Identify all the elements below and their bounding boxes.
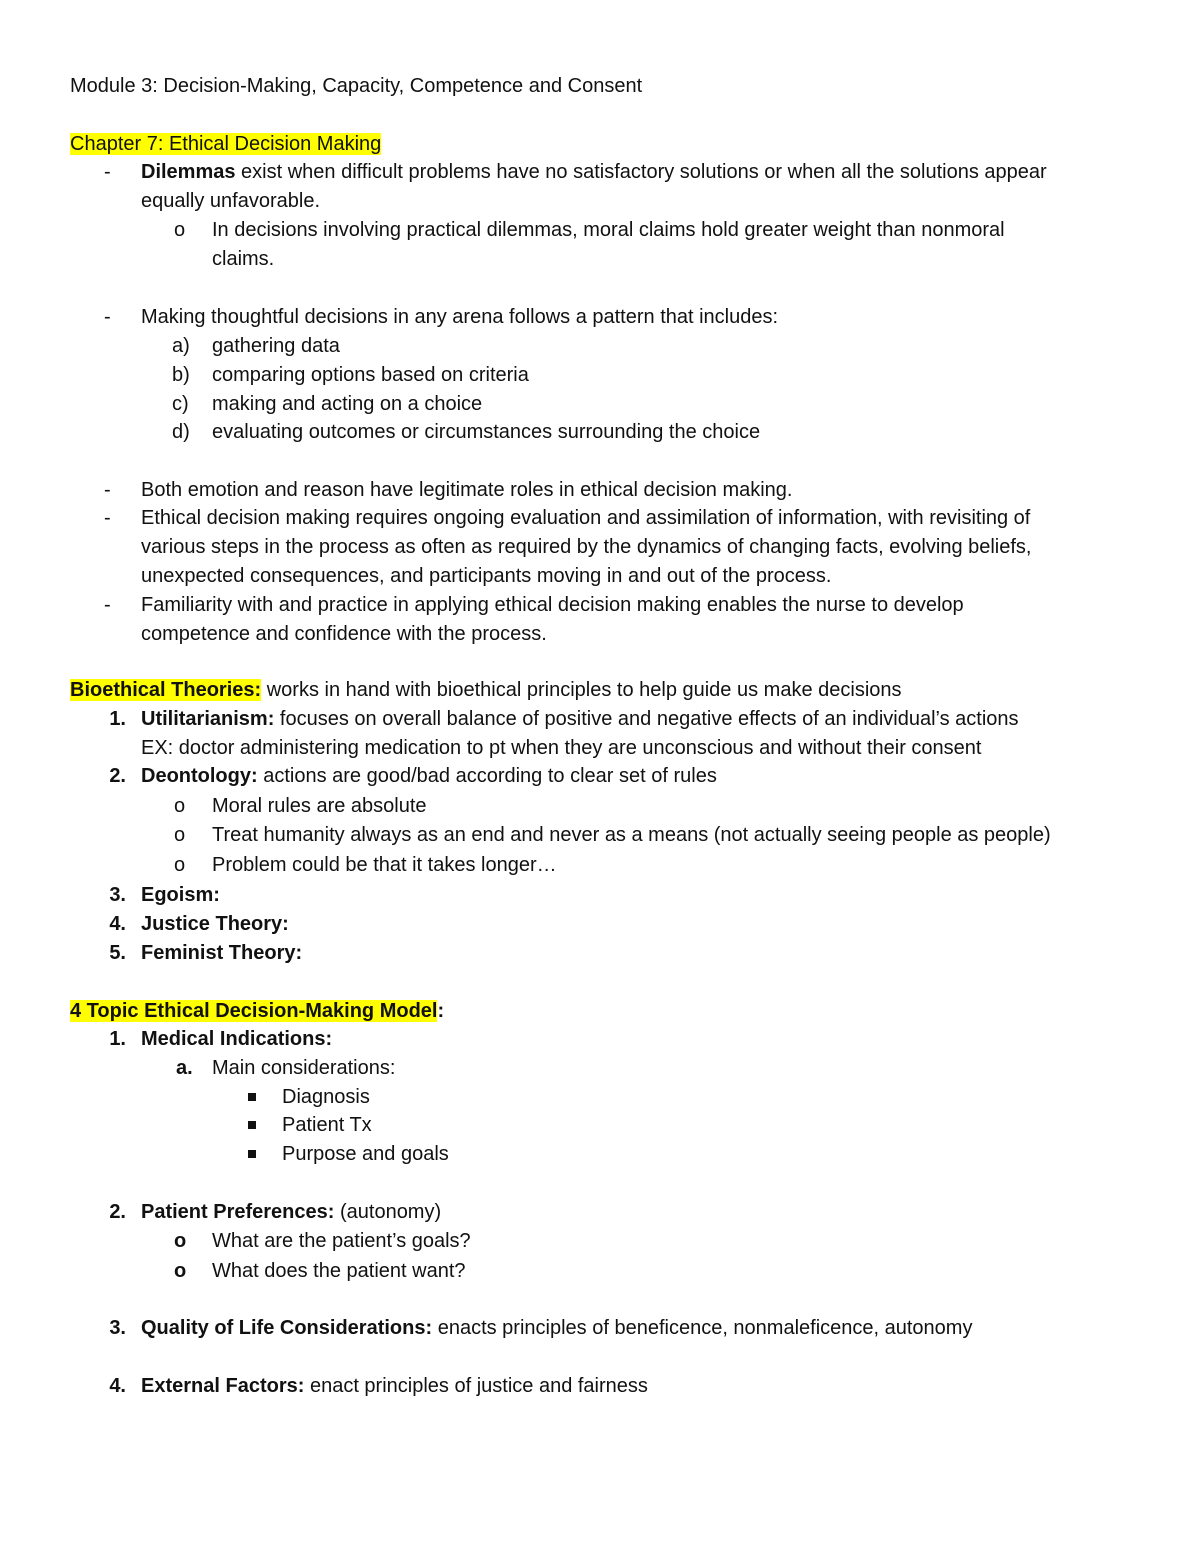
list-number: 3. <box>109 884 126 906</box>
subitem-text: What does the patient want? <box>212 1260 466 1282</box>
theory-feminist <box>0 939 1200 967</box>
circle-bullet: o <box>174 1230 187 1252</box>
chapter-heading <box>70 130 381 158</box>
square-bullet-icon <box>248 1121 256 1129</box>
theory-egoism <box>0 881 1200 909</box>
list-number: 4. <box>109 1375 126 1397</box>
subitem-text: Moral rules are absolute <box>212 795 427 817</box>
bioethical-heading-text: Bioethical Theories: <box>70 679 262 701</box>
bioethical-heading-rest: works in hand with bioethical principles to help guide us make decisions <box>261 679 902 701</box>
dash-bullet: - <box>104 594 111 616</box>
topic-text: enact principles of justice and fairness <box>304 1375 648 1397</box>
dilemmas-item <box>0 158 1200 186</box>
familiarity-text-cont: competence and confidence with the process. <box>141 623 547 645</box>
model-heading-text: 4 Topic Ethical Decision-Making Model <box>70 1000 438 1022</box>
topic-patient-preferences <box>0 1198 1200 1226</box>
step-text: comparing options based on criteria <box>212 364 529 386</box>
circle-bullet: o <box>174 1260 187 1282</box>
list-number: 2. <box>109 765 126 787</box>
step-marker: d) <box>172 421 190 443</box>
square-bullet-icon <box>248 1093 256 1101</box>
theory-text: actions are good/bad according to clear set of rules <box>257 765 717 787</box>
step-marker: c) <box>172 393 189 415</box>
consideration-text: Diagnosis <box>282 1086 370 1108</box>
deontology-subitem <box>0 792 1200 820</box>
pattern-step <box>0 361 1200 389</box>
topic-quality-of-life <box>0 1314 1200 1342</box>
topic-term: Patient Preferences: <box>141 1201 335 1223</box>
pattern-intro: Making thoughtful decisions in any arena follows a pattern that includes: <box>141 306 779 328</box>
model-heading <box>70 997 444 1025</box>
topic-medical-indications <box>0 1025 1200 1053</box>
emotion-text: Both emotion and reason have legitimate roles in ethical decision making. <box>141 479 793 501</box>
emotion-item <box>0 476 1200 504</box>
consideration-text: Purpose and goals <box>282 1143 449 1165</box>
theory-term: Deontology: <box>141 765 258 787</box>
step-text: gathering data <box>212 335 340 357</box>
theory-term: Egoism: <box>141 884 220 906</box>
page-title: Module 3: Decision-Making, Capacity, Competence and Consent <box>70 75 643 97</box>
circle-bullet: o <box>174 854 186 876</box>
subitem-text: Problem could be that it takes longer… <box>212 854 557 876</box>
theory-term: Feminist Theory: <box>141 942 303 964</box>
theory-deontology <box>0 762 1200 790</box>
deontology-subitem <box>0 821 1200 849</box>
dash-bullet: - <box>104 479 111 501</box>
topic-term: External Factors: <box>141 1375 305 1397</box>
pattern-step <box>0 418 1200 446</box>
dilemmas-term: Dilemmas <box>141 161 236 183</box>
preference-subitem <box>0 1257 1200 1285</box>
utilitarianism-example: EX: doctor administering medication to pt when they are unconscious and without their consent <box>141 737 982 759</box>
step-text: evaluating outcomes or circumstances surrounding the choice <box>212 421 761 443</box>
square-bullet-icon <box>248 1150 256 1158</box>
topic-text: (autonomy) <box>334 1201 442 1223</box>
topic-term: Quality of Life Considerations: <box>141 1317 433 1339</box>
list-number: 2. <box>109 1201 126 1223</box>
step-marker: b) <box>172 364 190 386</box>
list-number: 1. <box>109 708 126 730</box>
theory-justice <box>0 910 1200 938</box>
model-heading-colon: : <box>437 1000 445 1022</box>
ongoing-text-cont: various steps in the process as often as required by the dynamics of changing facts, evolving beliefs, <box>141 536 1032 558</box>
theory-term: Justice Theory: <box>141 913 289 935</box>
theory-term: Utilitarianism: <box>141 708 275 730</box>
ongoing-item <box>0 504 1200 532</box>
pattern-step <box>0 332 1200 360</box>
deontology-subitem <box>0 851 1200 879</box>
ongoing-text: Ethical decision making requires ongoing evaluation and assimilation of information, with revisiting of <box>141 507 1031 529</box>
theory-text: focuses on overall balance of positive and negative effects of an individual’s actions <box>274 708 1019 730</box>
subitem-text-cont: claims. <box>212 248 275 270</box>
subitem-text: What are the patient’s goals? <box>212 1230 471 1252</box>
circle-bullet: o <box>174 219 186 241</box>
topic-text: enacts principles of beneficence, nonmaleficence, autonomy <box>432 1317 973 1339</box>
step-marker: a) <box>172 335 190 357</box>
consideration-text: Patient Tx <box>282 1114 372 1136</box>
subitem-text: Treat humanity always as an end and never as a means (not actually seeing people as people) <box>212 824 1051 846</box>
consideration-item <box>0 1111 1200 1139</box>
ongoing-text-cont: unexpected consequences, and participants moving in and out of the process. <box>141 565 832 587</box>
familiarity-text: Familiarity with and practice in applying ethical decision making enables the nurse to develop <box>141 594 964 616</box>
dilemmas-text-cont: equally unfavorable. <box>141 190 321 212</box>
topic-term: Medical Indications: <box>141 1028 333 1050</box>
dash-bullet: - <box>104 161 111 183</box>
dash-bullet: - <box>104 306 111 328</box>
list-number: 1. <box>109 1028 126 1050</box>
list-number: 3. <box>109 1317 126 1339</box>
step-text: making and acting on a choice <box>212 393 483 415</box>
consideration-item <box>0 1083 1200 1111</box>
theory-utilitarianism <box>0 705 1200 733</box>
sub-text: Main considerations: <box>212 1057 396 1079</box>
consideration-item <box>0 1140 1200 1168</box>
dash-bullet: - <box>104 507 111 529</box>
pattern-step <box>0 390 1200 418</box>
topic-external-factors <box>0 1372 1200 1400</box>
list-number: 5. <box>109 942 126 964</box>
circle-bullet: o <box>174 795 186 817</box>
dilemmas-subitem <box>0 216 1200 244</box>
subitem-text: In decisions involving practical dilemmas, moral claims hold greater weight than nonmoral <box>212 219 1005 241</box>
main-considerations <box>0 1054 1200 1082</box>
list-number: 4. <box>109 913 126 935</box>
familiarity-item <box>0 591 1200 619</box>
preference-subitem <box>0 1227 1200 1255</box>
circle-bullet: o <box>174 824 186 846</box>
dilemmas-text: exist when difficult problems have no satisfactory solutions or when all the solutions appear <box>235 161 1047 183</box>
chapter-heading-text: Chapter 7: Ethical Decision Making <box>70 133 382 155</box>
sub-marker: a. <box>176 1057 193 1079</box>
bioethical-heading <box>70 676 902 704</box>
pattern-item <box>0 303 1200 331</box>
